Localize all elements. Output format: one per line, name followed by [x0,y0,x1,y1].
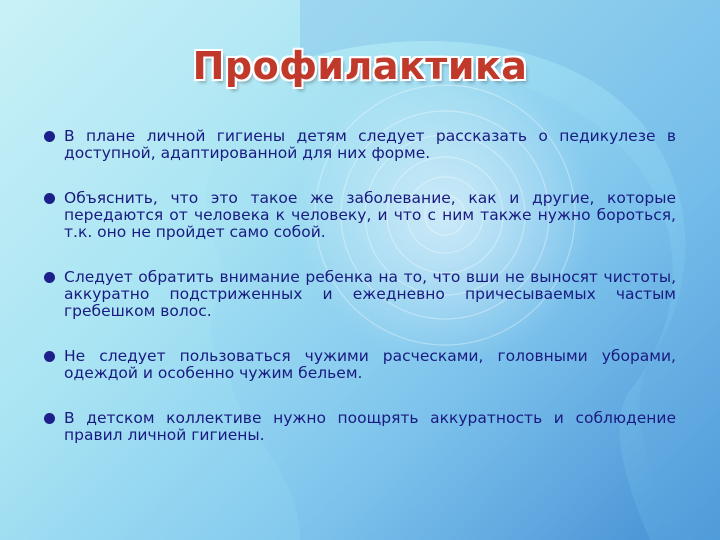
list-item [44,348,676,382]
list-item [44,128,676,162]
list-item [44,190,676,241]
list-item [44,269,676,320]
list-item-text: Не следует пользоваться чужими расческами, головными уборами, одеждой и особенно чужим бельем. [64,347,676,382]
circle-bullet-icon [44,351,55,362]
bullet-list [44,128,676,472]
circle-bullet-icon [44,413,55,424]
list-item-text: Следует обратить внимание ребенка на то, что вши не выносят чистоты, аккуратно подстриженных и ежедневно причесываемых частым гребешком волос. [64,268,676,320]
circle-bullet-icon [44,193,55,204]
list-item-text: В плане личной гигиены детям следует рассказать о педикулезе в доступной, адаптированной для них форме. [64,127,676,162]
circle-bullet-icon [44,131,55,142]
slide-title: Профилактика [192,44,528,88]
list-item [44,410,676,444]
list-item-text: Объяснить, что это такое же заболевание, как и другие, которые передаются от человека к человеку, и что с ним также нужно бороться, т.к. оно не пройдет само собой. [64,189,676,241]
circle-bullet-icon [44,272,55,283]
list-item-text: В детском коллективе нужно поощрять аккуратность и соблюдение правил личной гигиены. [64,409,676,444]
